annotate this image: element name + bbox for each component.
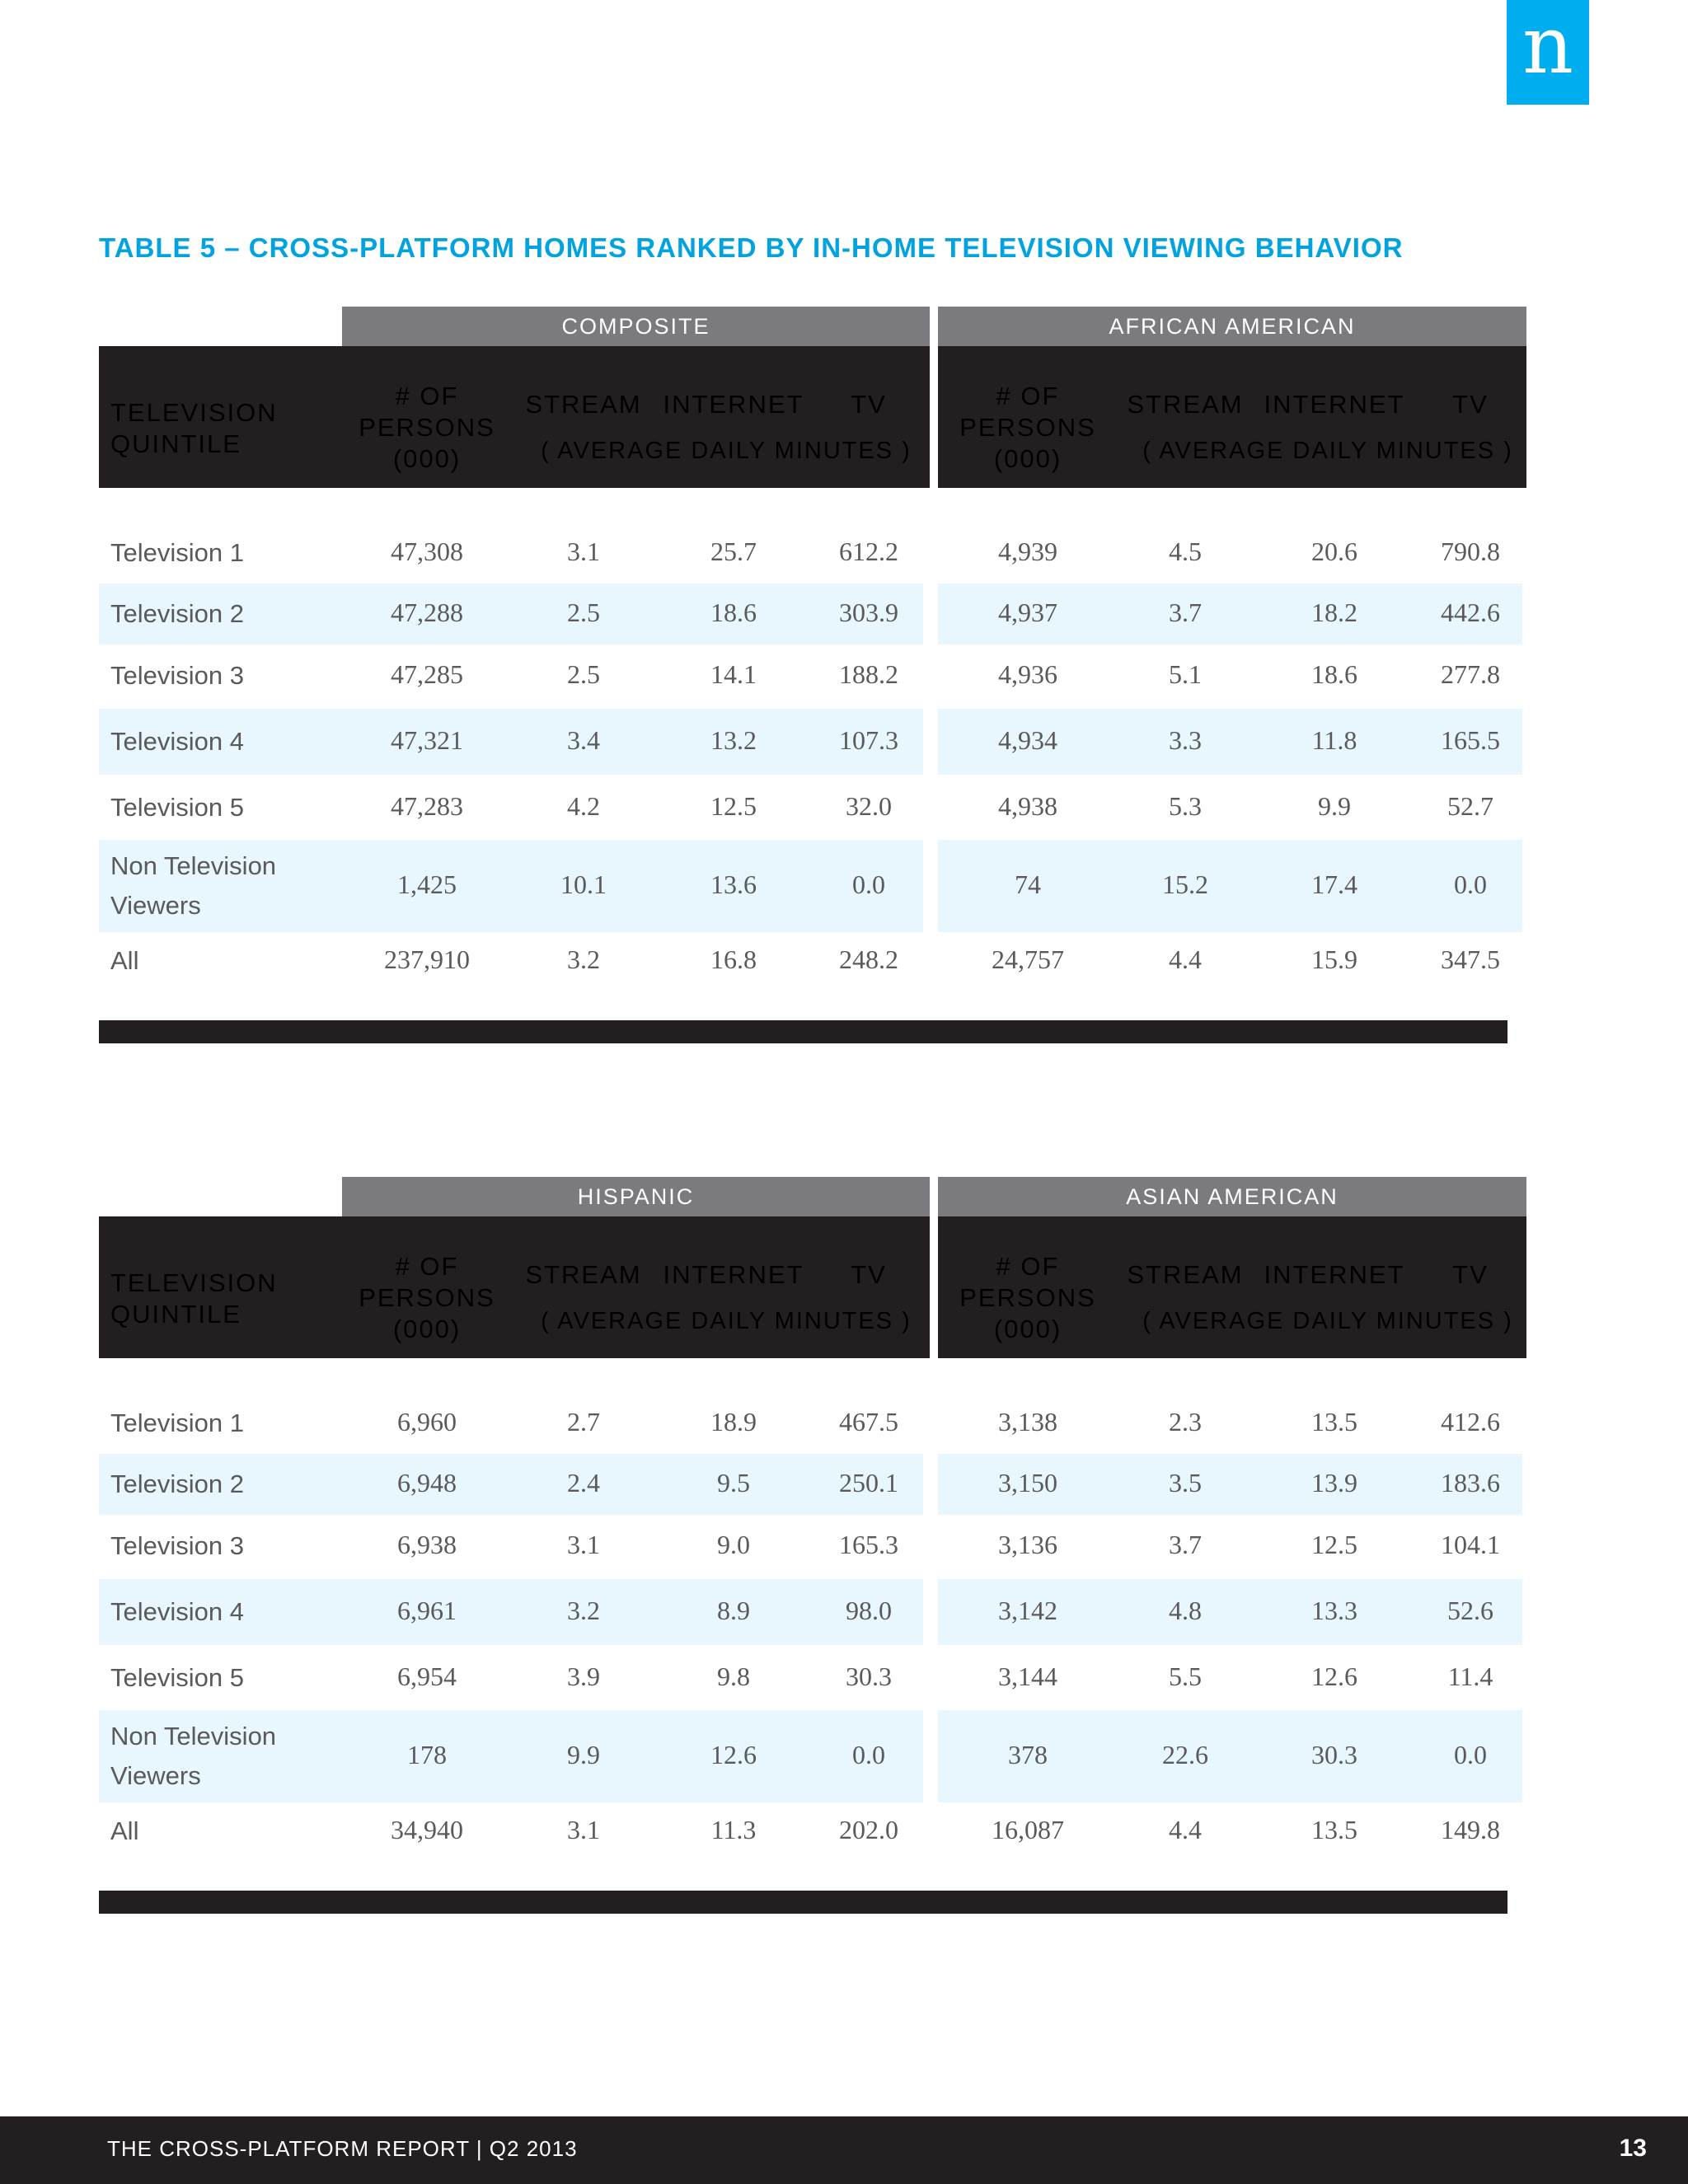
data-cell: 6,954: [397, 1661, 457, 1691]
data-cell: 442.6: [1441, 598, 1500, 627]
row-label-line: Television 3: [110, 1531, 244, 1560]
data-cell: 47,285: [391, 659, 463, 689]
row-label-line: Television 2: [110, 599, 244, 628]
header-quintile: [110, 397, 278, 460]
data-cell: 13.5: [1311, 1815, 1357, 1844]
row-label: [110, 722, 244, 762]
header-persons-left: [345, 1251, 509, 1345]
data-cell: 0.0: [852, 869, 885, 899]
data-cell: 3.9: [567, 1661, 600, 1691]
row-label-line: Television 2: [110, 1469, 244, 1498]
data-cell: 13.2: [710, 725, 757, 755]
data-cell: 4,936: [998, 659, 1057, 689]
header-quintile-line: QUINTILE: [110, 429, 241, 458]
row-label: [110, 1465, 244, 1504]
header-tv-right: TV: [1452, 1260, 1489, 1289]
header-persons-line: (000): [993, 1315, 1062, 1343]
data-cell: 104.1: [1441, 1530, 1500, 1559]
row-label: [110, 1592, 244, 1632]
data-cell: 9.9: [1318, 791, 1351, 821]
data-cell: 347.5: [1441, 944, 1500, 974]
row-label: [110, 533, 244, 573]
row-label: [110, 1717, 276, 1796]
data-cell: 30.3: [1311, 1740, 1357, 1769]
header-persons-line: (000): [993, 444, 1062, 473]
header-persons-line: (000): [392, 1315, 462, 1343]
data-cell: 18.9: [710, 1407, 757, 1436]
page-number: 13: [1619, 2135, 1647, 2162]
data-cell: 250.1: [839, 1468, 898, 1497]
header-avg-note-right: ( AVERAGE DAILY MINUTES ): [1142, 438, 1513, 464]
data-cell: 12.5: [710, 791, 757, 821]
data-cell: 12.5: [1311, 1530, 1357, 1559]
data-cell: 3,136: [998, 1530, 1057, 1559]
header-tv-left: TV: [851, 390, 887, 419]
data-cell: 4,934: [998, 725, 1057, 755]
data-cell: 47,283: [391, 791, 463, 821]
data-cell: 74: [1015, 869, 1041, 899]
table-bottom-bar: [99, 1891, 1507, 1914]
data-cell: 378: [1008, 1740, 1048, 1769]
data-cell: 9.0: [717, 1530, 750, 1559]
header-persons-line: # OF: [996, 1252, 1060, 1281]
data-cell: 149.8: [1441, 1815, 1500, 1844]
data-cell: 16,087: [992, 1815, 1064, 1844]
header-persons-line: # OF: [395, 1252, 459, 1281]
data-cell: 18.6: [710, 598, 757, 627]
row-label-line: All: [110, 1816, 139, 1845]
data-cell: 248.2: [839, 944, 898, 974]
header-tv-left: TV: [851, 1260, 887, 1289]
header-stream-right: STREAM: [1127, 390, 1244, 419]
data-cell: 25.7: [710, 537, 757, 566]
group-header-left: HISPANIC: [342, 1177, 930, 1216]
row-label: [110, 788, 244, 827]
data-cell: 6,938: [397, 1530, 457, 1559]
data-cell: 1,425: [397, 869, 457, 899]
data-cell: 3,144: [998, 1661, 1057, 1691]
data-cell: 17.4: [1311, 869, 1357, 899]
data-cell: 47,288: [391, 598, 463, 627]
data-cell: 612.2: [839, 537, 898, 566]
data-cell: 4,939: [998, 537, 1057, 566]
footer-report-title: THE CROSS-PLATFORM REPORT | Q2 2013: [107, 2136, 578, 2161]
data-table: [99, 1177, 1526, 1919]
data-cell: 34,940: [391, 1815, 463, 1844]
data-cell: 13.3: [1311, 1596, 1357, 1625]
data-cell: 412.6: [1441, 1407, 1500, 1436]
header-avg-note-left: ( AVERAGE DAILY MINUTES ): [541, 438, 912, 464]
data-cell: 4,938: [998, 791, 1057, 821]
header-stream-left: STREAM: [525, 390, 642, 419]
row-label: [110, 941, 138, 981]
row-label: [110, 1404, 244, 1443]
header-avg-note-left: ( AVERAGE DAILY MINUTES ): [541, 1308, 912, 1334]
header-internet-left: INTERNET: [663, 1260, 804, 1289]
data-cell: 3,138: [998, 1407, 1057, 1436]
data-cell: 13.6: [710, 869, 757, 899]
data-cell: 22.6: [1162, 1740, 1208, 1769]
data-cell: 11.4: [1447, 1661, 1493, 1691]
header-internet-left: INTERNET: [663, 390, 804, 419]
data-cell: 178: [407, 1740, 447, 1769]
data-cell: 5.5: [1169, 1661, 1202, 1691]
data-cell: 5.1: [1169, 659, 1202, 689]
data-cell: 12.6: [710, 1740, 757, 1769]
header-persons-right: [945, 1251, 1110, 1345]
data-cell: 5.3: [1169, 791, 1202, 821]
header-quintile-line: TELEVISION: [110, 1268, 278, 1297]
data-cell: 467.5: [839, 1407, 898, 1436]
header-persons-line: # OF: [996, 382, 1060, 410]
data-cell: 107.3: [839, 725, 898, 755]
data-cell: 4.2: [567, 791, 600, 821]
row-label: [110, 1658, 244, 1698]
header-quintile: [110, 1268, 278, 1330]
header-persons-line: (000): [392, 444, 462, 473]
row-label: [110, 1526, 244, 1566]
data-cell: 9.5: [717, 1468, 750, 1497]
data-cell: 15.9: [1311, 944, 1357, 974]
row-label-line: Viewers: [110, 1761, 201, 1790]
group-header-right: ASIAN AMERICAN: [938, 1177, 1526, 1216]
nielsen-logo: n: [1507, 0, 1589, 105]
data-cell: 3,150: [998, 1468, 1057, 1497]
row-label-line: Television 1: [110, 538, 244, 567]
data-table: [99, 307, 1526, 1048]
data-cell: 3.2: [567, 1596, 600, 1625]
data-cell: 4.5: [1169, 537, 1202, 566]
data-cell: 0.0: [852, 1740, 885, 1769]
data-cell: 188.2: [839, 659, 898, 689]
data-cell: 277.8: [1441, 659, 1500, 689]
data-cell: 303.9: [839, 598, 898, 627]
data-cell: 24,757: [992, 944, 1064, 974]
data-cell: 2.3: [1169, 1407, 1202, 1436]
row-label-line: Television 1: [110, 1408, 244, 1437]
data-cell: 52.6: [1447, 1596, 1493, 1625]
data-cell: 14.1: [710, 659, 757, 689]
row-label-line: Television 4: [110, 1597, 244, 1626]
data-cell: 3.7: [1169, 598, 1202, 627]
data-cell: 3.3: [1169, 725, 1202, 755]
data-cell: 3.4: [567, 725, 600, 755]
data-cell: 9.9: [567, 1740, 600, 1769]
data-cell: 4,937: [998, 598, 1057, 627]
data-cell: 3.1: [567, 537, 600, 566]
footer: [0, 2116, 1688, 2184]
data-cell: 3.1: [567, 1815, 600, 1844]
data-cell: 52.7: [1447, 791, 1493, 821]
header-persons-line: PERSONS: [359, 1283, 495, 1312]
data-cell: 4.8: [1169, 1596, 1202, 1625]
data-cell: 183.6: [1441, 1468, 1500, 1497]
data-cell: 3,142: [998, 1596, 1057, 1625]
data-cell: 237,910: [384, 944, 470, 974]
header-quintile-line: QUINTILE: [110, 1300, 241, 1329]
data-cell: 12.6: [1311, 1661, 1357, 1691]
data-cell: 6,960: [397, 1407, 457, 1436]
data-cell: 2.5: [567, 659, 600, 689]
data-cell: 165.3: [839, 1530, 898, 1559]
table-bottom-bar: [99, 1020, 1507, 1043]
data-cell: 47,308: [391, 537, 463, 566]
group-header-left: COMPOSITE: [342, 307, 930, 346]
data-cell: 4.4: [1169, 944, 1202, 974]
data-cell: 10.1: [560, 869, 607, 899]
header-stream-right: STREAM: [1127, 1260, 1244, 1289]
data-cell: 3.1: [567, 1530, 600, 1559]
row-label-line: Non Television: [110, 851, 277, 880]
row-label: [110, 846, 276, 926]
row-label: [110, 594, 244, 634]
row-label: [110, 1811, 138, 1851]
header-internet-right: INTERNET: [1264, 1260, 1405, 1289]
data-cell: 3.7: [1169, 1530, 1202, 1559]
data-cell: 20.6: [1311, 537, 1357, 566]
data-cell: 13.9: [1311, 1468, 1357, 1497]
row-label: [110, 656, 244, 696]
data-cell: 3.5: [1169, 1468, 1202, 1497]
data-cell: 6,961: [397, 1596, 457, 1625]
header-stream-left: STREAM: [525, 1260, 642, 1289]
data-cell: 16.8: [710, 944, 757, 974]
data-cell: 2.5: [567, 598, 600, 627]
header-internet-right: INTERNET: [1264, 390, 1405, 419]
row-label-line: Television 3: [110, 661, 244, 690]
data-cell: 2.7: [567, 1407, 600, 1436]
data-cell: 18.2: [1311, 598, 1357, 627]
header-persons-left: [345, 381, 509, 475]
data-cell: 13.5: [1311, 1407, 1357, 1436]
row-label-line: Non Television: [110, 1722, 277, 1750]
data-cell: 202.0: [839, 1815, 898, 1844]
data-cell: 165.5: [1441, 725, 1500, 755]
data-cell: 3.2: [567, 944, 600, 974]
data-cell: 0.0: [1454, 869, 1487, 899]
row-label-line: Television 5: [110, 793, 244, 822]
row-label-line: All: [110, 946, 139, 975]
data-cell: 6,948: [397, 1468, 457, 1497]
data-cell: 790.8: [1441, 537, 1500, 566]
data-cell: 8.9: [717, 1596, 750, 1625]
data-cell: 2.4: [567, 1468, 600, 1497]
row-label-line: Viewers: [110, 891, 201, 920]
data-cell: 4.4: [1169, 1815, 1202, 1844]
header-avg-note-right: ( AVERAGE DAILY MINUTES ): [1142, 1308, 1513, 1334]
data-cell: 98.0: [846, 1596, 892, 1625]
page-title: TABLE 5 – CROSS-PLATFORM HOMES RANKED BY IN-HOME TELEVISION VIEWING BEHAVIOR: [99, 232, 1404, 263]
header-quintile-line: TELEVISION: [110, 398, 278, 427]
row-label-line: Television 4: [110, 727, 244, 756]
data-cell: 11.3: [710, 1815, 757, 1844]
header-persons-line: PERSONS: [359, 413, 495, 442]
data-cell: 11.8: [1311, 725, 1357, 755]
data-cell: 0.0: [1454, 1740, 1487, 1769]
header-persons-right: [945, 381, 1110, 475]
data-cell: 47,321: [391, 725, 463, 755]
data-cell: 32.0: [846, 791, 892, 821]
group-header-right: AFRICAN AMERICAN: [938, 307, 1526, 346]
header-tv-right: TV: [1452, 390, 1489, 419]
header-persons-line: PERSONS: [959, 413, 1096, 442]
header-persons-line: # OF: [395, 382, 459, 410]
data-cell: 30.3: [846, 1661, 892, 1691]
data-cell: 18.6: [1311, 659, 1357, 689]
row-label-line: Television 5: [110, 1663, 244, 1692]
header-persons-line: PERSONS: [959, 1283, 1096, 1312]
data-cell: 9.8: [717, 1661, 750, 1691]
data-cell: 15.2: [1162, 869, 1208, 899]
